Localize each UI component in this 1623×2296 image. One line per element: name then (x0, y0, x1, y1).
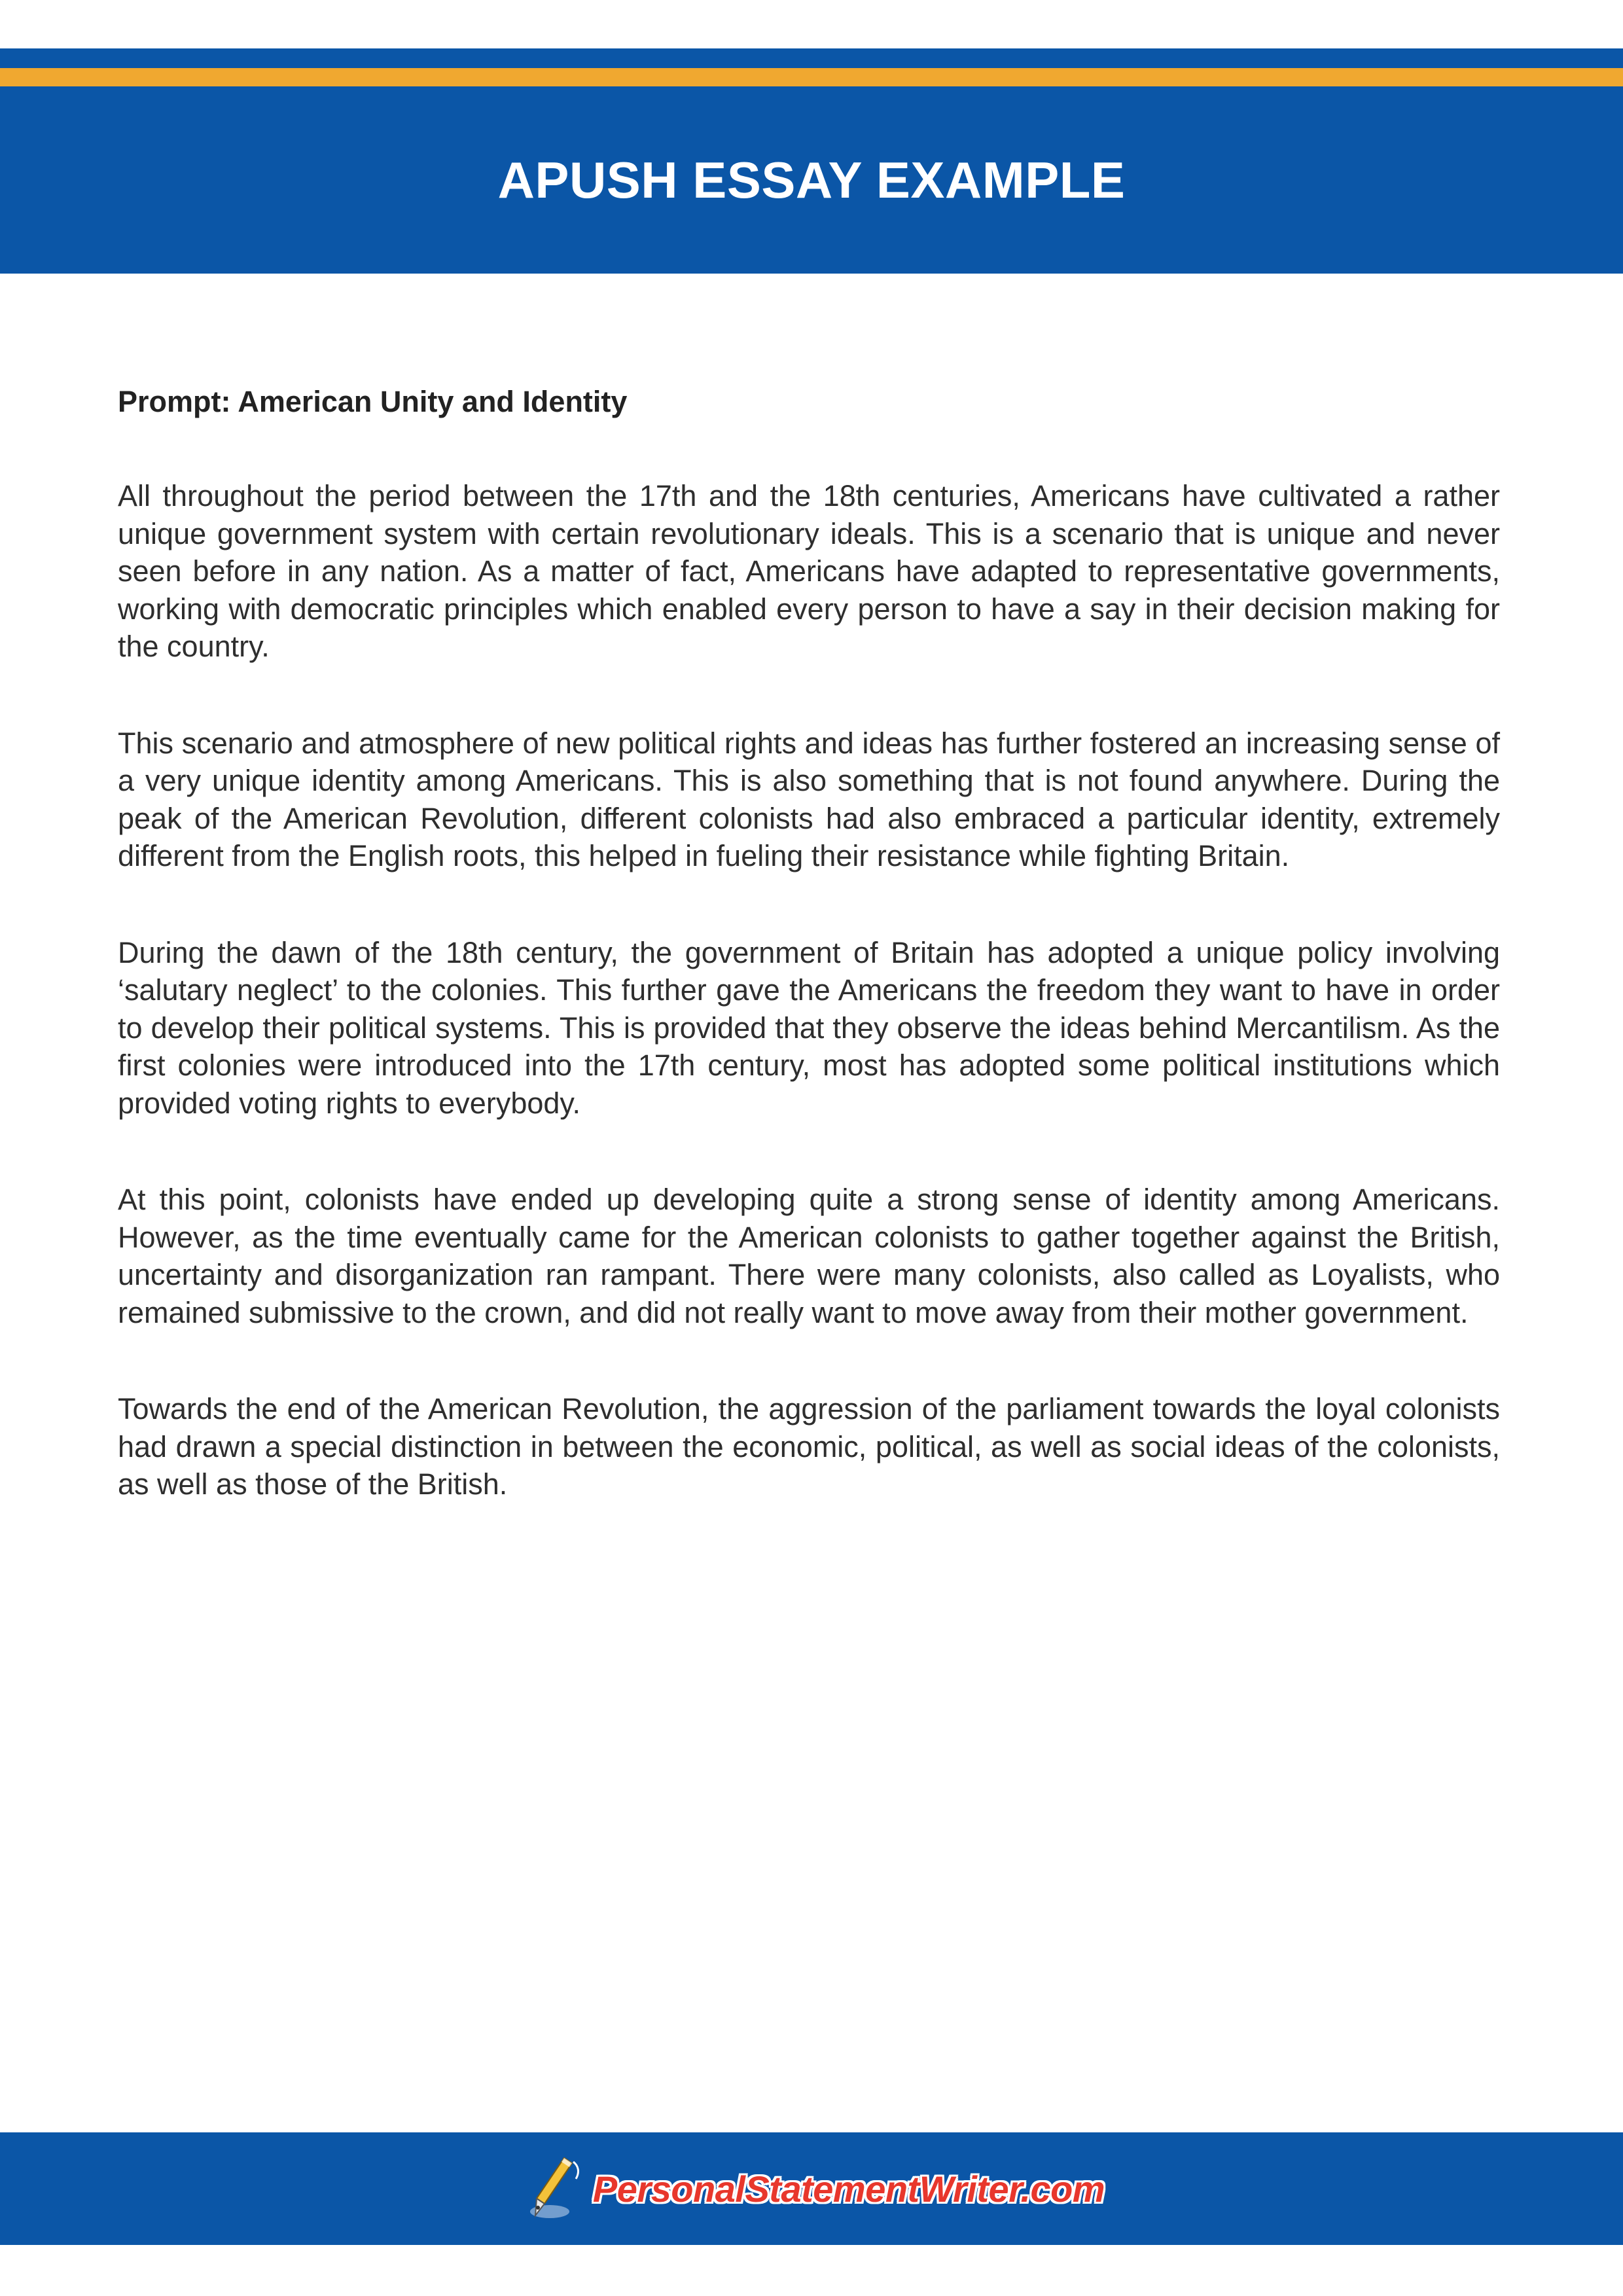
essay-paragraph: This scenario and atmosphere of new political rights and ideas has further fostered an increasing sense of a very unique identity among Americans. This is also something that is not found anywhere. During the peak of the American Revolution, different colonists had also embraced a particular identity, extremely different from the English roots, this helped in fueling their resistance while fighting Britain. (118, 726, 1500, 872)
essay-body (118, 383, 1500, 1562)
logo-text: PersonalStatementWriter.com (592, 2168, 1105, 2210)
essay-paragraph: At this point, colonists have ended up developing quite a strong sense of identity among Americans. However, as the time eventually came for the American colonists to gather together against the British, uncertainty and disorganization ran rampant. There were many colonists, also called as Loyalists, who remained submissive to the crown, and did not really want to move away from their mother government. (118, 1183, 1500, 1329)
page-title: APUSH ESSAY EXAMPLE (497, 151, 1126, 209)
essay-paragraph: During the dawn of the 18th century, the government of Britain has adopted a unique policy involving ‘salutary neglect’ to the colonies. This further gave the Americans the freedom they want to have in order to develop their political systems. This is provided that they observe the ideas behind Mercantilism. As the first colonies were introduced into the 17th century, most has adopted some political institutions which provided voting rights to everybody. (118, 935, 1500, 1120)
pen-nib-icon (518, 2153, 584, 2225)
essay-prompt: Prompt: American Unity and Identity (118, 385, 628, 418)
site-logo[interactable] (518, 2153, 1105, 2225)
footer-band (0, 2132, 1623, 2245)
essay-paragraph: All throughout the period between the 17th and the 18th centuries, Americans have cultivated a rather unique government system with certain revolutionary ideals. This is a scenario that is unique and never seen before in any nation. As a matter of fact, Americans have adapted to representative governments, working with democratic principles which enabled every person to have a say in their decision making for the country. (118, 479, 1500, 663)
top-stripe-blue (0, 48, 1623, 68)
top-stripe-gold (0, 68, 1623, 86)
header-band (0, 86, 1623, 274)
essay-paragraph: Towards the end of the American Revolution, the aggression of the parliament towards the loyal colonists had drawn a special distinction in between the economic, political, as well as social ideas of the colonists, as well as those of the British. (118, 1392, 1500, 1501)
